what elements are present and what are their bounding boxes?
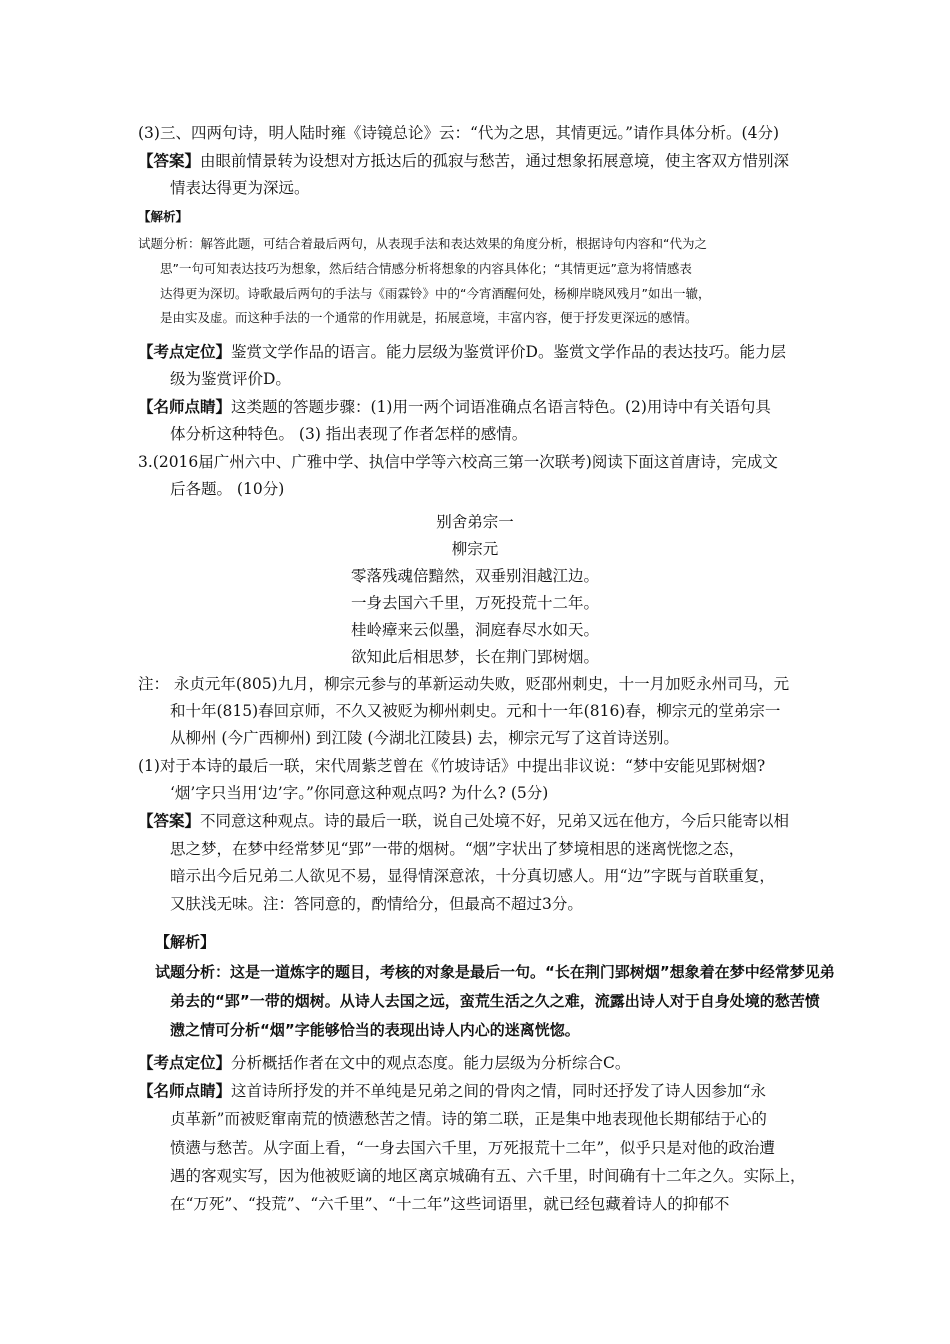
analysis-line: 懑之情可分析“烟”字能够恰当的表现出诗人内心的迷离恍惚。	[170, 1021, 580, 1039]
analysis-line: 思”一句可知表达技巧为想象，然后结合情感分析将想象的内容具体化；“其情更远”意为将情感表	[160, 261, 692, 276]
answer-text-cont: 暗示出今后兄弟二人欲见不易，显得情深意浓，十分真切感人。用“边”字既与首联重复，	[170, 867, 775, 885]
question-title: 3.(2016届广州六中、广雅中学、执信中学等六校高三第一次联考)阅读下面这首唐诗，完成文	[138, 453, 778, 471]
mingshi-line	[138, 1080, 766, 1102]
mingshi-tag: 【名师点睛】	[138, 1081, 232, 1100]
note-line: 和十年(815)春回京师，不久又被贬为柳州刺史。元和十一年(816)春，柳宗元的堂弟宗一	[170, 702, 781, 720]
mingshi-line	[138, 396, 771, 418]
poem-line: 零落残魂倍黯然，双垂别泪越江边。	[350, 567, 599, 585]
answer-tag: 【答案】	[138, 811, 201, 830]
kaodian-tag: 【考点定位】	[138, 342, 232, 361]
sub-question: (1)对于本诗的最后一联，宋代周紫芝曾在《竹坡诗话》中提出非议说：“梦中安能见郢树烟?	[138, 757, 766, 775]
mingshi-text: 这类题的答题步骤：(1)用一两个词语准确点名语言特色。(2)用诗中有关语句具	[231, 398, 771, 416]
note-line: 从柳州 (今广西柳州) 到江陵 (今湖北江陵县) 去，柳宗元写了这首诗送别。	[170, 729, 679, 747]
kaodian-tag: 【考点定位】	[138, 1053, 232, 1072]
note-line: 注： 永贞元年(805)九月，柳宗元参与的革新运动失败，贬邵州刺史，十一月加贬永州司马，元	[138, 675, 790, 693]
poem-line: 欲知此后相思梦，长在荆门郢树烟。	[350, 648, 599, 666]
analysis-line: 是由实及虚。而这种手法的一个通常的作用就是，拓展意境，丰富内容，便于抒发更深远的感情。	[160, 310, 698, 325]
analysis-line: 试题分析：这是一道炼字的题目，考核的对象是最后一句。“长在荆门郢树烟”想象着在梦中经常梦见弟	[155, 963, 835, 981]
q3-part3-question: (3)三、四两句诗，明人陆时雍《诗镜总论》云：“代为之思，其情更远。”请作具体分析。(4分)	[138, 124, 780, 142]
mingshi-tag: 【名师点睛】	[138, 397, 232, 416]
mingshi-text-cont: 贞革新”而被贬窜南荒的愤懑愁苦之情。诗的第二联，正是集中地表现他长期郁结于心的	[170, 1110, 767, 1128]
analysis-line: 弟去的“郢”一带的烟树。从诗人去国之远，蛮荒生活之久之难，流露出诗人对于自身处境的愁苦愤	[170, 992, 820, 1010]
answer-text: 由眼前情景转为设想对方抵达后的孤寂与愁苦，通过想象拓展意境，使主客双方惜别深	[200, 152, 790, 170]
kaodian-text-cont: 级为鉴赏评价D。	[170, 370, 291, 388]
sub-question-cont: ‘烟’字只当用‘边’字。”你同意这种观点吗? 为什么? (5分)	[170, 784, 549, 802]
answer-text: 不同意这种观点。诗的最后一联，说自己处境不好，兄弟又远在他方，今后只能寄以相	[200, 812, 790, 830]
analysis-tag: 【解析】	[138, 209, 189, 224]
answer-tag: 【答案】	[138, 151, 201, 170]
mingshi-text: 这首诗所抒发的并不单纯是兄弟之间的骨肉之情，同时还抒发了诗人因参加“永	[231, 1082, 766, 1100]
kaodian-line	[138, 341, 786, 363]
analysis-line: 达得更为深切。诗歌最后两句的手法与《雨霖铃》中的“今宵酒醒何处，杨柳岸晓风残月”如出一辙，	[160, 286, 711, 301]
poem-line: 桂岭瘴来云似墨，洞庭春尽水如天。	[350, 621, 599, 639]
poem-title: 别舍弟宗一	[436, 513, 514, 531]
mingshi-text-cont: 体分析这种特色。 (3) 指出表现了作者怎样的感情。	[170, 425, 528, 443]
mingshi-text-cont: 在“万死”、“投荒”、“六千里”、“十二年”这些词语里，就已经包藏着诗人的抑郁不	[170, 1195, 730, 1213]
answer-text-cont: 情表达得更为深远。	[170, 179, 310, 197]
kaodian-text: 鉴赏文学作品的语言。能力层级为鉴赏评价D。鉴赏文学作品的表达技巧。能力层	[231, 343, 786, 361]
analysis-line: 试题分析：解答此题，可结合着最后两句，从表现手法和表达效果的角度分析，根据诗句内容和“代为之	[138, 236, 707, 251]
kaodian-line	[138, 1052, 630, 1074]
kaodian-text: 分析概括作者在文中的观点态度。能力层级为分析综合C。	[231, 1054, 631, 1072]
answer-line	[138, 810, 789, 832]
answer-text-cont: 又肤浅无味。注：答同意的，酌情给分，但最高不超过3分。	[170, 895, 583, 913]
poem-line: 一身去国六千里，万死投荒十二年。	[350, 594, 599, 612]
poem-author: 柳宗元	[451, 540, 499, 558]
answer-text-cont: 思之梦，在梦中经常梦见“郢”一带的烟树。“烟”字状出了梦境相思的迷离恍惚之态，	[170, 840, 745, 858]
analysis-tag: 【解析】	[155, 933, 216, 951]
answer-line	[138, 150, 789, 172]
mingshi-text-cont: 愤懑与愁苦。从字面上看，“一身去国六千里，万死报荒十二年”，似乎只是对他的政治遭	[170, 1139, 775, 1157]
question-title-cont: 后各题。 (10分)	[170, 480, 285, 498]
mingshi-text-cont: 遇的客观实写，因为他被贬谪的地区离京城确有五、六千里，时间确有十二年之久。实际上，	[170, 1167, 806, 1185]
